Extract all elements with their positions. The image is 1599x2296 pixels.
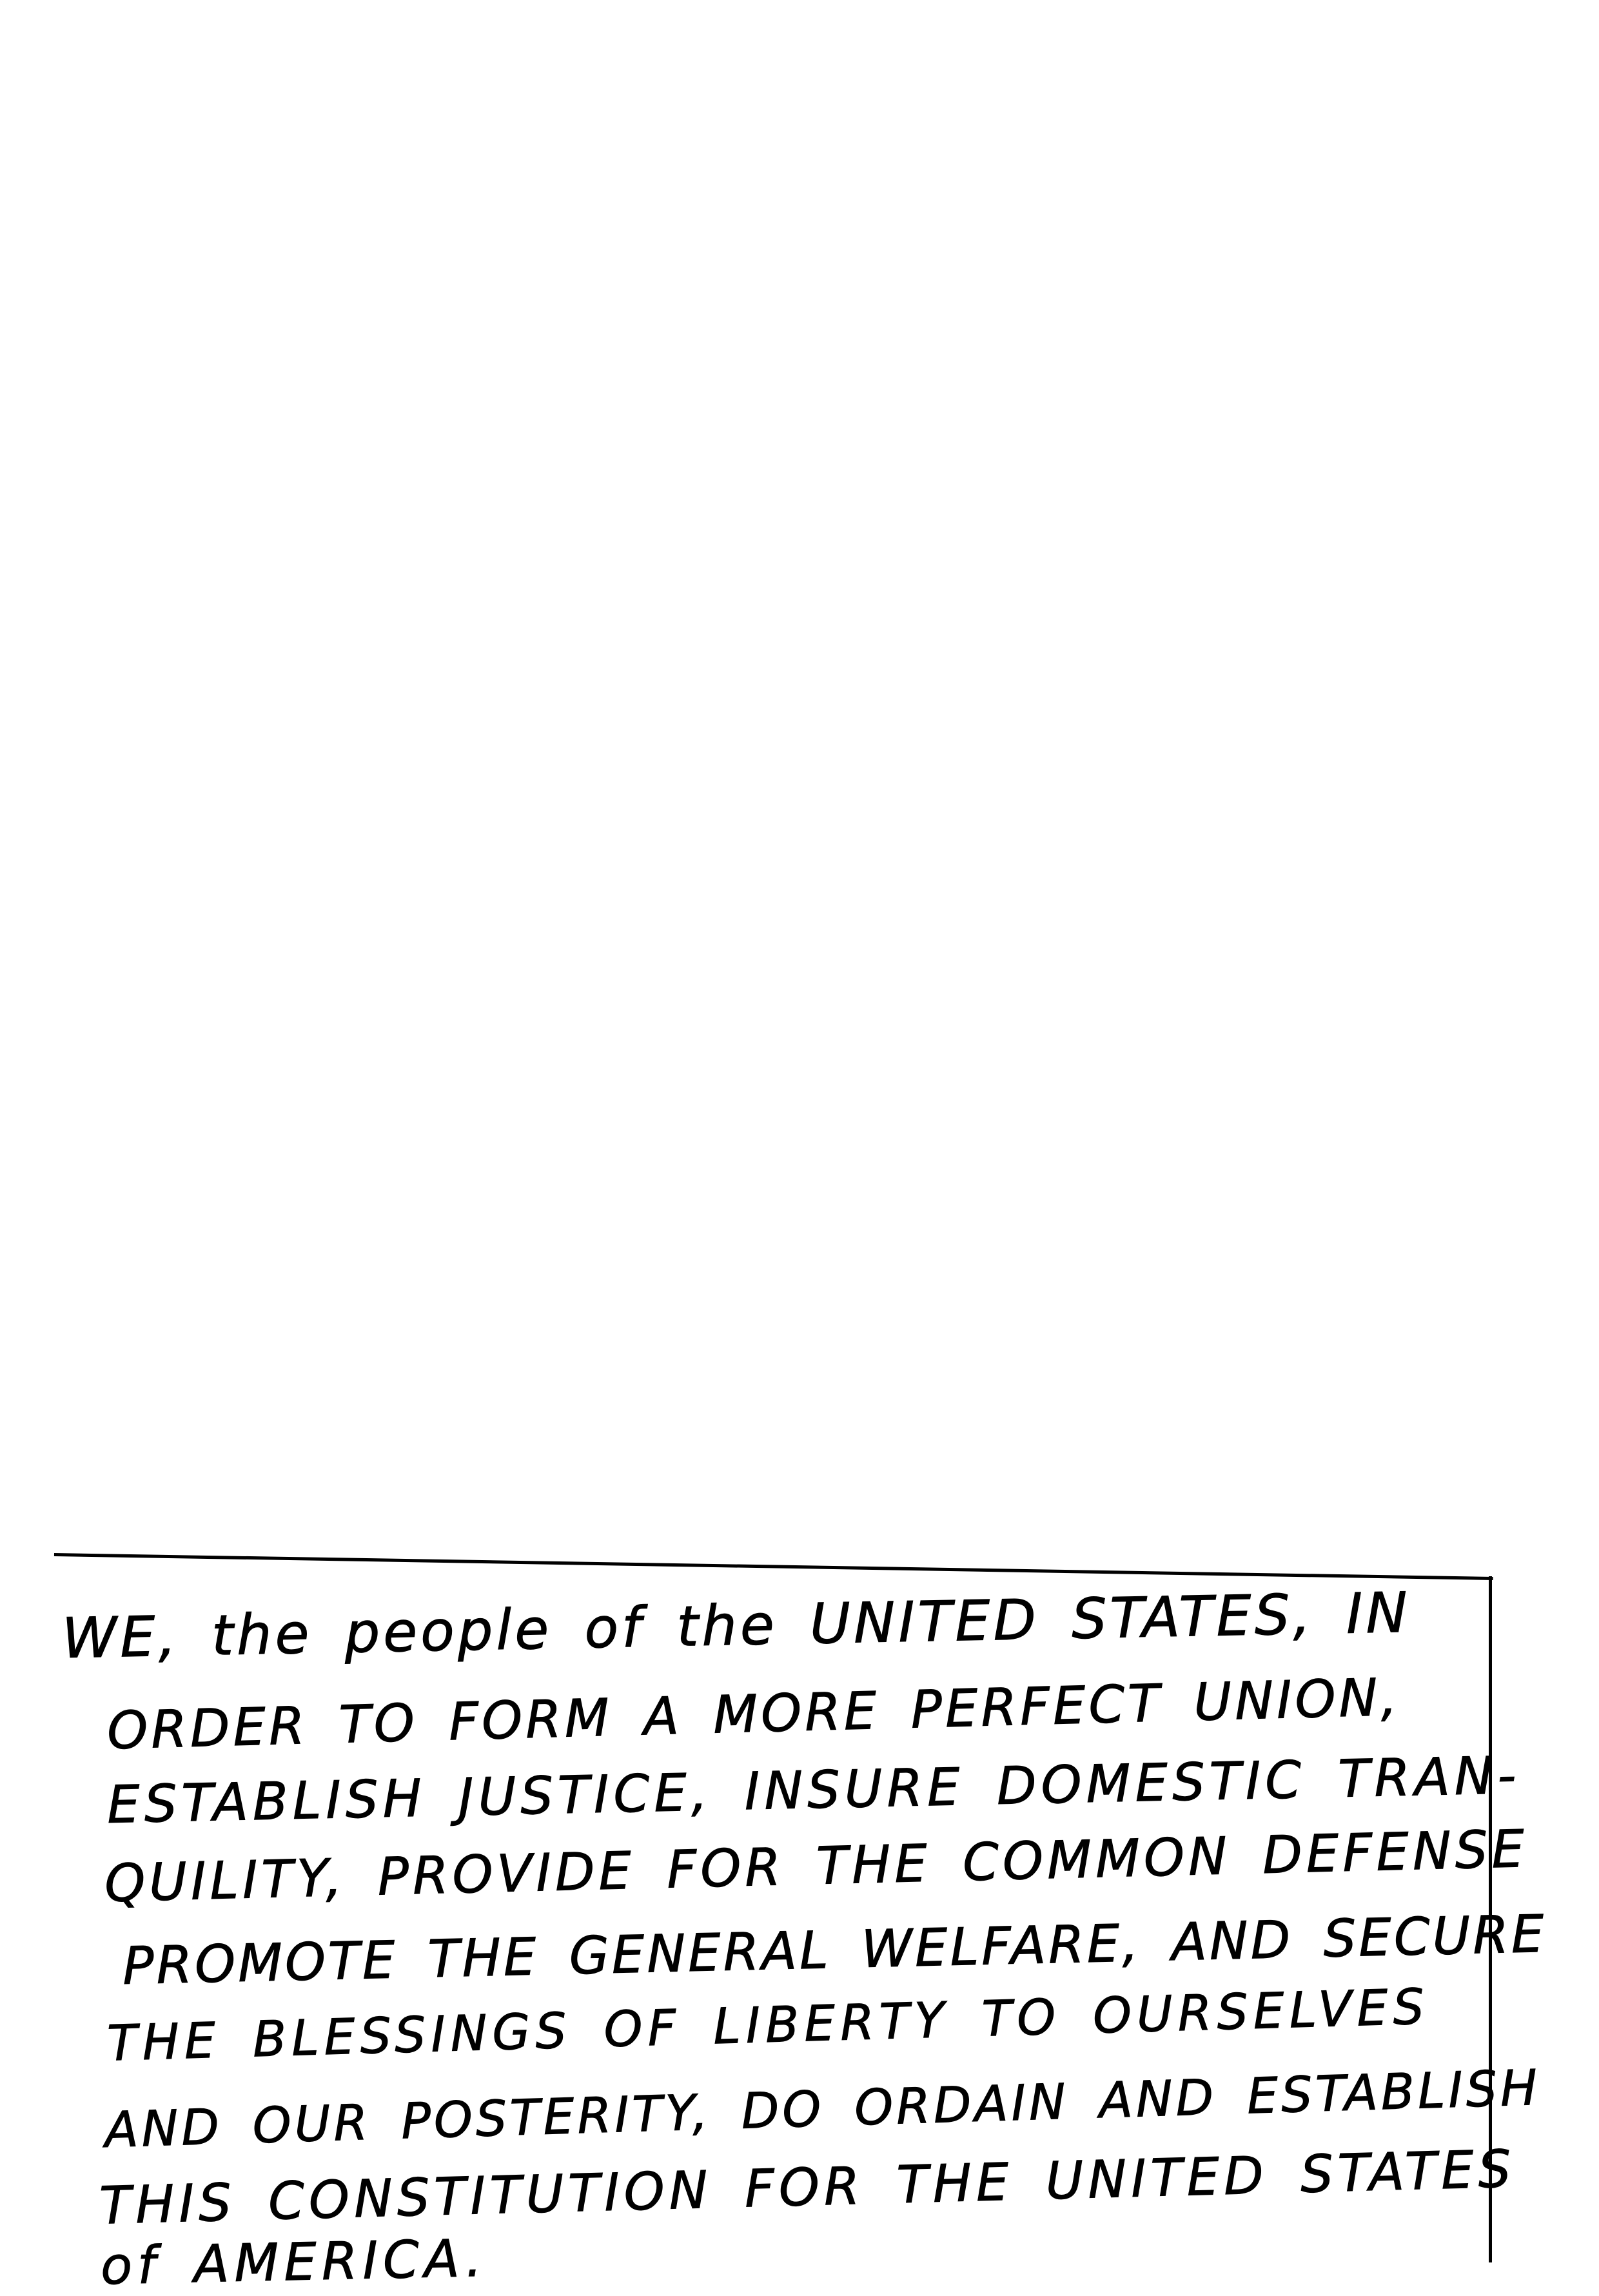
handwritten-line-4: QUILITY, PROVIDE FOR THE COMMON DEFENSE [104, 1819, 1529, 1914]
handwritten-line-7: AND OUR POSTERITY, DO ORDAIN AND ESTABLISH [104, 2058, 1542, 2159]
handwritten-line-2: ORDER TO FORM A MORE PERFECT UNION, [106, 1667, 1401, 1761]
handwritten-line-1: WE, the people of the UNITED STATES, IN [61, 1580, 1411, 1672]
handwritten-text-block [54, 1553, 1547, 2296]
handwriting-box [54, 1553, 1547, 2296]
handwritten-line-9: of AMERICA. [100, 2228, 488, 2296]
handwritten-line-5: PROMOTE THE GENERAL WELFARE, AND SECURE [122, 1903, 1547, 1997]
handwritten-line-8: THIS CONSTITUTION FOR THE UNITED STATES [99, 2139, 1516, 2236]
handwritten-line-3: ESTABLISH JUSTICE, INSURE DOMESTIC TRAN- [106, 1745, 1522, 1835]
handwritten-line-6: THE BLESSINGS OF LIBERTY TO OURSELVES [106, 1977, 1430, 2072]
